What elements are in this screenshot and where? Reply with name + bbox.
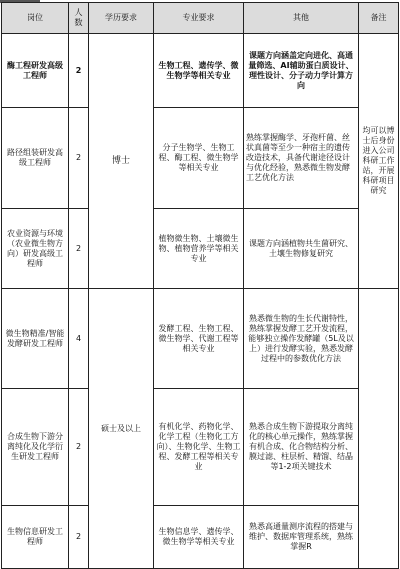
education-cell-phd: 博士 bbox=[89, 34, 154, 289]
table-row bbox=[2, 389, 399, 506]
table-row bbox=[2, 289, 399, 389]
count-cell: 2 bbox=[69, 108, 89, 209]
major-cell: 分子生物学、生物工程、酶工程、微生物学等相关专业 bbox=[154, 108, 244, 209]
position-cell: 酶工程研发高级工程师 bbox=[2, 34, 69, 108]
count-cell: 2 bbox=[69, 506, 89, 569]
major-cell: 生物信息学、遗传学、微生物学等相关专业 bbox=[154, 506, 244, 569]
other-cell: 课题方向涵植物共生菌研究、土壤生物修复研究 bbox=[244, 209, 359, 289]
table-row bbox=[2, 34, 399, 108]
other-cell: 熟悉高通量测序流程的搭建与维护、数据库管理系统，熟练掌握R bbox=[244, 506, 359, 569]
other-cell: 熟练掌握酶学、牙孢杆菌、丝状真菌等至少一种宿主的遗传改造技术，具备代谢途径设计与优化经验，熟悉微生物发酵工艺优化方法 bbox=[244, 108, 359, 209]
major-cell: 生物工程、遗传学、微生物学等相关专业 bbox=[154, 34, 244, 108]
major-cell: 发酵工程、生物工程、微生物学、代谢工程等相关专业 bbox=[154, 289, 244, 389]
header-row bbox=[2, 3, 399, 34]
job-requirements-table bbox=[1, 2, 399, 569]
position-cell: 生物信息研发工程师 bbox=[2, 506, 69, 569]
count-cell: 2 bbox=[69, 209, 89, 289]
position-cell: 路径组装研发高级工程师 bbox=[2, 108, 69, 209]
other-cell: 熟悉合成生物下游提取分离纯化的核心单元操作，熟练掌握有机合成、化合物结构分析、膜过滤、柱层析、精馏、结晶等1-2项关键技术 bbox=[244, 389, 359, 506]
note-cell-empty bbox=[359, 289, 399, 569]
header-other: 其他 bbox=[244, 3, 359, 34]
table-row bbox=[2, 108, 399, 209]
table-row bbox=[2, 506, 399, 569]
header-note: 备注 bbox=[359, 3, 399, 34]
header-count: 人数 bbox=[69, 3, 89, 34]
note-cell: 均可以博士后身份进入公司科研工作站，开展科研项目研究 bbox=[359, 34, 399, 289]
other-cell: 课题方向涵盖定向进化、高通量筛选、AI辅助蛋白质设计、理性设计、分子动力学计算方向 bbox=[244, 34, 359, 108]
header-major: 专业要求 bbox=[154, 3, 244, 34]
position-cell: 合成生物下游分离纯化及化学衍生研发工程师 bbox=[2, 389, 69, 506]
position-cell: 微生物精准/智能发酵研发工程师 bbox=[2, 289, 69, 389]
count-cell: 2 bbox=[69, 389, 89, 506]
major-cell: 植物微生物、土壤微生物、植物营养学等相关专业 bbox=[154, 209, 244, 289]
education-cell-master: 硕士及以上 bbox=[89, 289, 154, 569]
other-cell: 熟悉微生物的生长代谢特性，熟练掌握发酵工艺开发流程，能够独立操作发酵罐（5L及以上）进行发酵实验，熟悉发酵过程中的参数优化方法 bbox=[244, 289, 359, 389]
position-cell: 农业资源与环境（农业微生物方向）研发高级工程师 bbox=[2, 209, 69, 289]
major-cell: 有机化学、药物化学、化学工程（生物化工方向）、生物化学、生物工程、发酵工程等相关专业 bbox=[154, 389, 244, 506]
header-education: 学历要求 bbox=[89, 3, 154, 34]
header-position: 岗位 bbox=[2, 3, 69, 34]
count-cell: 4 bbox=[69, 289, 89, 389]
table-row bbox=[2, 209, 399, 289]
count-cell: 2 bbox=[69, 34, 89, 108]
